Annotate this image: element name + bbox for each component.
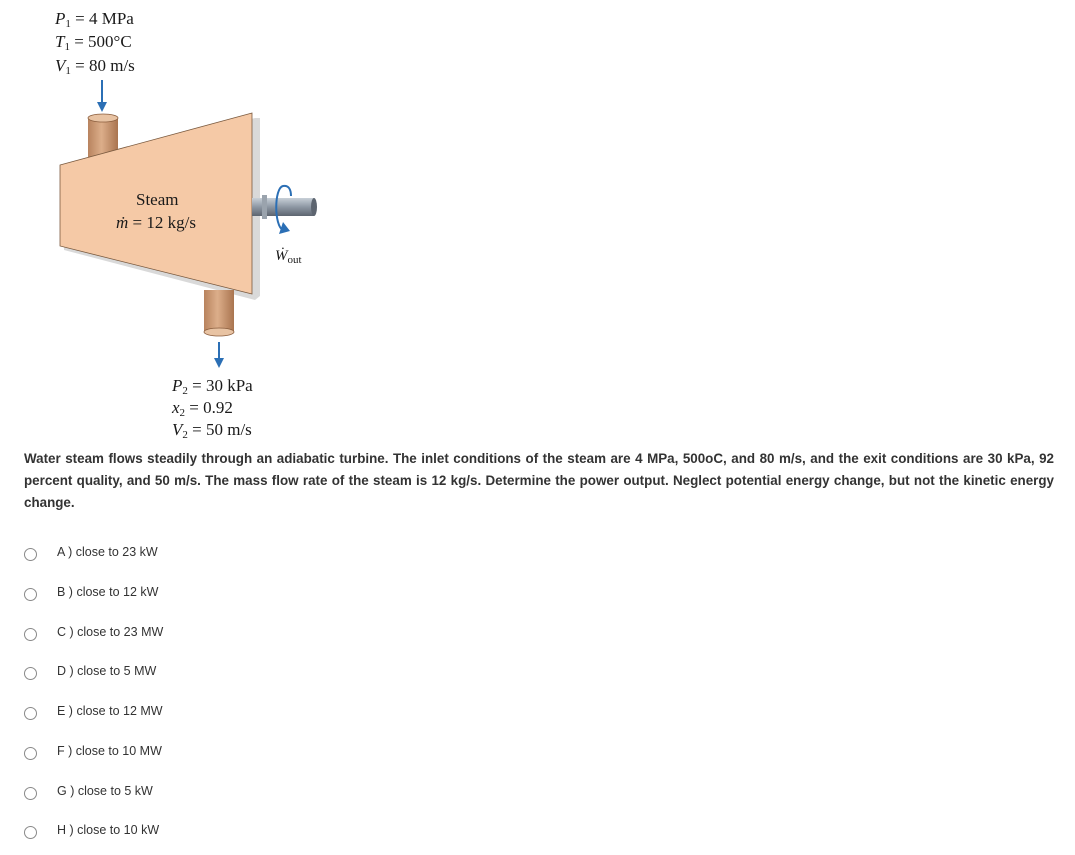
radio-button[interactable] xyxy=(24,667,37,680)
inlet-pressure: $P_1 = 4$ MPa xyxy=(55,9,134,30)
steam-label: Steam xyxy=(136,190,179,209)
option-label: D ) close to 5 MW xyxy=(57,664,157,678)
option-label: F ) close to 10 MW xyxy=(57,744,162,758)
radio-button[interactable] xyxy=(24,787,37,800)
mass-flow-label: ṁ = 12 kg/s xyxy=(116,213,196,232)
outlet-velocity: $V_2 = 50$ m/s xyxy=(172,420,252,441)
option-e[interactable] xyxy=(24,699,163,723)
option-g[interactable] xyxy=(24,779,153,803)
outlet-pressure: $P_2 = 30$ kPa xyxy=(172,376,253,397)
option-c[interactable] xyxy=(24,620,163,644)
shaft xyxy=(252,195,317,219)
outlet-quality: $x_2 = 0.92$ xyxy=(172,398,233,419)
radio-button[interactable] xyxy=(24,588,37,601)
radio-button[interactable] xyxy=(24,707,37,720)
radio-button[interactable] xyxy=(24,628,37,641)
option-label: A ) close to 23 kW xyxy=(57,545,158,559)
option-a[interactable] xyxy=(24,540,158,564)
option-label: C ) close to 23 MW xyxy=(57,625,164,639)
inlet-arrow xyxy=(97,80,107,112)
outlet-pipe xyxy=(204,290,234,336)
option-d[interactable] xyxy=(24,659,156,683)
inlet-temperature: $T_1 = 500^\circ C$ xyxy=(55,32,132,53)
inlet-velocity: $V_1 = 80$ m/s xyxy=(55,56,135,77)
option-label: G ) close to 5 kW xyxy=(57,784,153,798)
turbine-figure xyxy=(0,0,360,445)
option-label: B ) close to 12 kW xyxy=(57,585,159,599)
option-label: H ) close to 10 kW xyxy=(57,823,160,837)
option-f[interactable] xyxy=(24,739,162,763)
question-text: Water steam flows steadily through an adiabatic turbine. The inlet conditions of the steam are 4 MPa, 500oC, and 80 m/s, and the exit conditions are 30 kPa, 92 percent quality, and 50 m/s. The mass flow rate of the steam is 12 kg/s. Determine the power output. Neglect potential energy change, but not the kinetic energy change. xyxy=(24,451,1054,510)
radio-button[interactable] xyxy=(24,826,37,839)
outlet-arrow xyxy=(214,342,224,368)
option-label: E ) close to 12 MW xyxy=(57,704,163,718)
work-out-label: Ẇ$_{out}$ xyxy=(275,248,302,266)
radio-button[interactable] xyxy=(24,747,37,760)
radio-button[interactable] xyxy=(24,548,37,561)
option-h[interactable] xyxy=(24,818,159,842)
option-b[interactable] xyxy=(24,580,158,604)
